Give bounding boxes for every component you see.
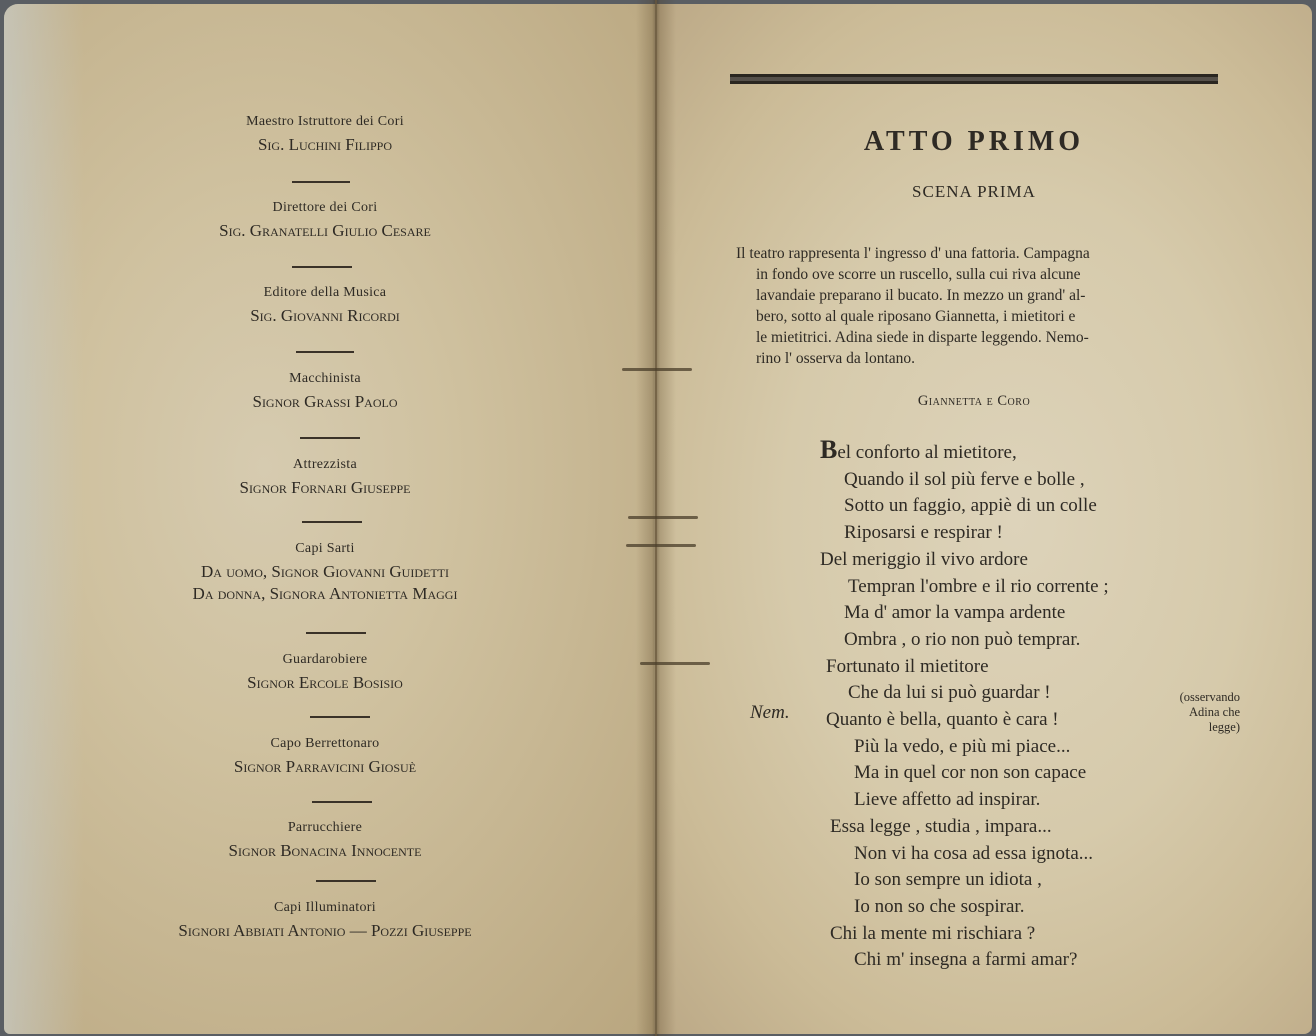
credit-block bbox=[0, 736, 650, 777]
credit-role: Capi Illuminatori bbox=[274, 900, 376, 915]
scene-title: SCENA PRIMA bbox=[912, 182, 1036, 201]
verse-line: Ma in quel cor non son capace bbox=[854, 762, 1087, 784]
credit-block bbox=[0, 285, 650, 326]
binding-stitch bbox=[640, 662, 710, 665]
verse-line: Fortunato il mietitore bbox=[826, 655, 989, 677]
verse-line: Io non so che sospirar. bbox=[854, 895, 1025, 917]
credit-role: Parrucchiere bbox=[287, 820, 363, 835]
stage-line: in fondo ove scorre un ruscello, sulla cui riva alcune bbox=[756, 266, 1081, 283]
credit-name: Signori Abbiati Antonio — Pozzi Giuseppe bbox=[178, 921, 472, 940]
divider-rule bbox=[312, 801, 372, 803]
credit-role: Capo Berrettonaro bbox=[270, 736, 380, 751]
credit-name: Signor Fornari Giuseppe bbox=[239, 478, 411, 497]
divider-rule bbox=[292, 181, 350, 183]
divider-rule bbox=[296, 351, 354, 353]
act-title: ATTO PRIMO bbox=[863, 126, 1085, 157]
verse-line: Ombra , o rio non può temprar. bbox=[844, 628, 1081, 650]
credit-name: Sig. Luchini Filippo bbox=[257, 135, 393, 154]
verse-line: Quando il sol più ferve e bolle , bbox=[844, 468, 1085, 490]
page-stain bbox=[4, 4, 84, 1034]
divider-rule bbox=[310, 716, 370, 718]
verse-text: el conforto al mietitore, bbox=[837, 442, 1017, 463]
stage-line: Il teatro rappresenta l' ingresso d' una fattoria. Campagna bbox=[736, 245, 1090, 262]
credit-name: Sig. Giovanni Ricordi bbox=[250, 306, 400, 325]
verse-line: Quanto è bella, quanto è cara ! bbox=[826, 709, 1059, 731]
aside-line: (osservando bbox=[1179, 690, 1240, 704]
verse-line: Chi la mente mi rischiara ? bbox=[830, 922, 1036, 944]
verse-line: Riposarsi e respirar ! bbox=[844, 522, 1003, 544]
verse-line: Essa legge , studia , impara... bbox=[830, 815, 1052, 837]
credit-name: Da donna, Signora Antonietta Maggi bbox=[192, 584, 458, 603]
credit-role: Guardarobiere bbox=[282, 652, 368, 667]
verse-line: Ma d' amor la vampa ardente bbox=[844, 602, 1066, 624]
drop-cap: B bbox=[820, 435, 838, 464]
divider-rule bbox=[302, 521, 362, 523]
stage-line: lavandaie preparano il bucato. In mezzo un grand' al- bbox=[756, 287, 1086, 304]
verse-line: Io son sempre un idiota , bbox=[854, 869, 1042, 891]
credit-block bbox=[0, 457, 650, 498]
credit-name: Da uomo, Signor Giovanni Guidetti bbox=[201, 562, 449, 581]
credit-role: Macchinista bbox=[289, 371, 361, 386]
credit-block bbox=[0, 371, 650, 412]
credit-block bbox=[0, 900, 650, 941]
divider-rule bbox=[306, 632, 366, 634]
credit-role: Editore della Musica bbox=[263, 285, 387, 300]
header-rule bbox=[730, 74, 1218, 84]
verse-line: Non vi ha cosa ad essa ignota... bbox=[854, 842, 1094, 864]
speaker-label: Nem. bbox=[750, 702, 790, 723]
credit-role: Capi Sarti bbox=[295, 541, 355, 556]
credit-block bbox=[0, 200, 650, 241]
credit-block bbox=[0, 541, 650, 604]
credit-name: Signor Ercole Bosisio bbox=[247, 673, 403, 692]
binding-stitch bbox=[628, 516, 698, 519]
credit-role: Maestro Istruttore dei Cori bbox=[246, 114, 404, 129]
verse-line: Del meriggio il vivo ardore bbox=[820, 548, 1028, 570]
stage-line: rino l' osserva da lontano. bbox=[756, 350, 916, 367]
credit-name: Signor Bonacina Innocente bbox=[228, 841, 422, 860]
stage-line: bero, sotto al quale riposano Giannetta, i mietitori e bbox=[756, 308, 1076, 325]
verse-line: Sotto un faggio, appiè di un colle bbox=[844, 495, 1097, 517]
credit-name: Signor Parravicini Giosuè bbox=[233, 757, 417, 776]
verse-block bbox=[820, 437, 1240, 974]
credit-block bbox=[0, 652, 650, 693]
stage-direction bbox=[736, 243, 1226, 369]
divider-rule bbox=[316, 880, 376, 882]
verse-line: Che da lui si può guardar ! bbox=[848, 682, 1051, 704]
credit-block bbox=[0, 820, 650, 861]
scene-characters: Giannetta e Coro bbox=[917, 393, 1031, 409]
credit-name: Signor Grassi Paolo bbox=[252, 392, 398, 411]
stage-line: le mietitrici. Adina siede in disparte leggendo. Nemo- bbox=[756, 329, 1089, 346]
verse-line: Più la vedo, e più mi piace... bbox=[854, 735, 1071, 757]
verse-line bbox=[820, 437, 1240, 467]
verse-line: Chi m' insegna a farmi amar? bbox=[854, 949, 1078, 971]
credit-role: Direttore dei Cori bbox=[272, 200, 378, 215]
divider-rule bbox=[300, 437, 360, 439]
divider-rule bbox=[292, 266, 352, 268]
verse-line: Tempran l'ombre e il rio corrente ; bbox=[848, 575, 1109, 597]
verse-line: Lieve affetto ad inspirar. bbox=[854, 789, 1041, 811]
aside-line: legge) bbox=[1208, 720, 1240, 734]
aside-line: Adina che bbox=[1188, 705, 1240, 719]
credit-role: Attrezzista bbox=[293, 457, 357, 472]
credit-block bbox=[0, 114, 650, 155]
credit-name: Sig. Granatelli Giulio Cesare bbox=[219, 221, 431, 240]
